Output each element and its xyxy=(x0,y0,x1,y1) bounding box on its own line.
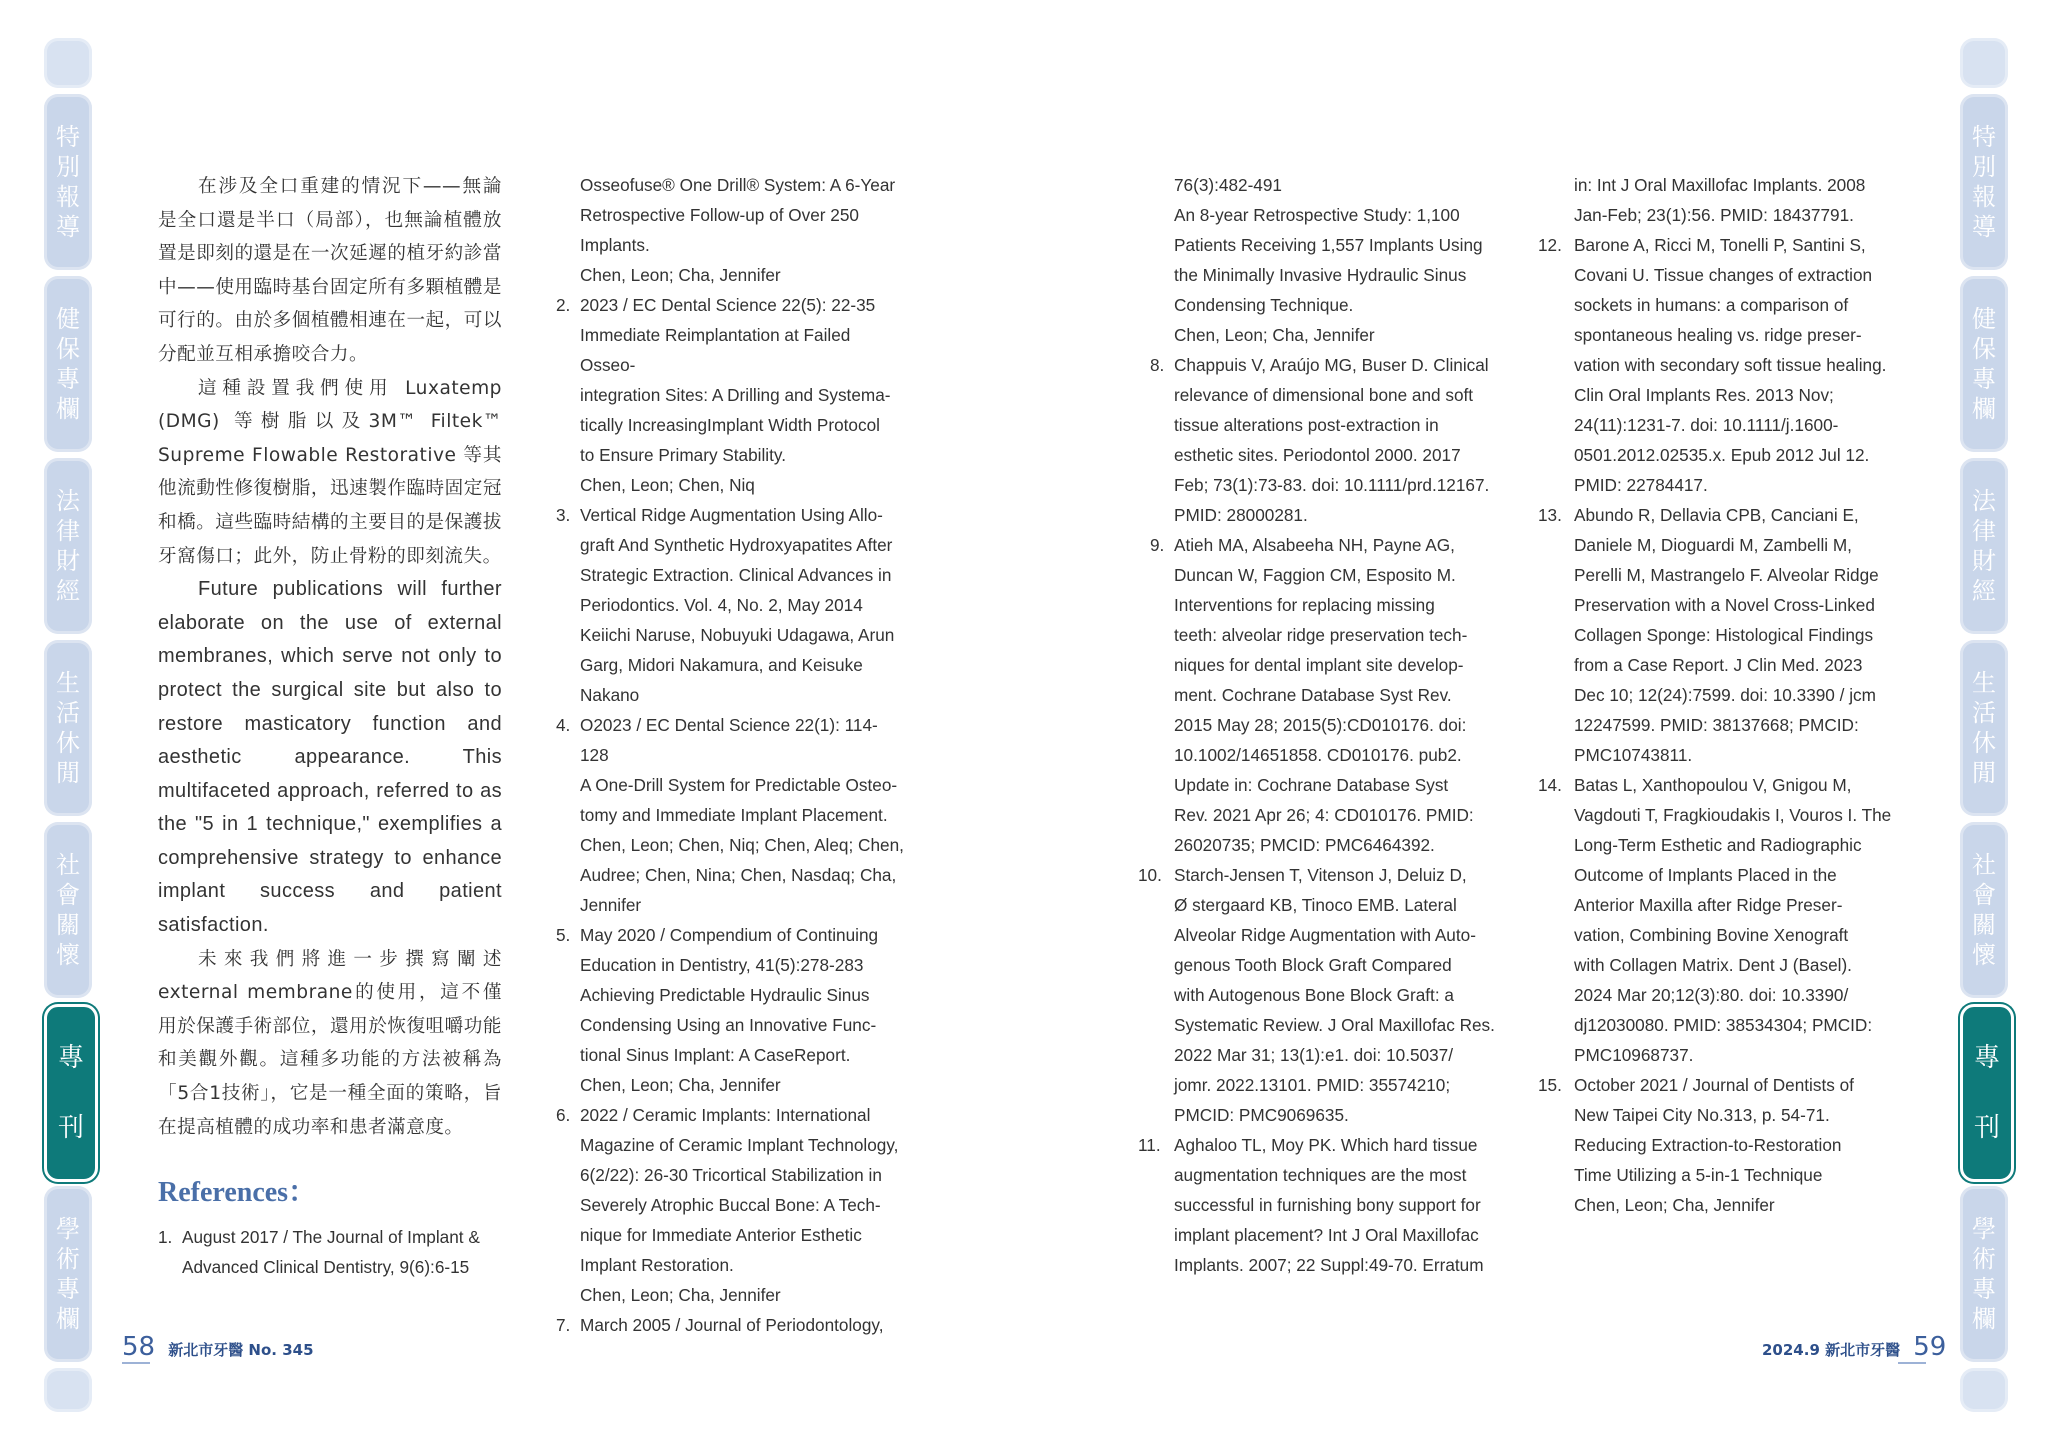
reference-number: 11. xyxy=(1138,1135,1161,1155)
reference-line: tomy and Immediate Implant Placement. xyxy=(580,805,888,825)
reference-line: with Autogenous Bone Block Graft: a xyxy=(1174,985,1454,1005)
reference-line: Achieving Predictable Hydraulic Sinus xyxy=(580,985,870,1005)
reference-line: Condensing Using an Innovative Func- xyxy=(580,1015,877,1035)
reference-line: 12247599. PMID: 38137668; PMCID: xyxy=(1574,715,1859,735)
reference-line: Garg, Midori Nakamura, and Keisuke xyxy=(580,655,863,675)
reference-line: 24(11):1231-7. doi: 10.1111/j.1600- xyxy=(1574,415,1839,435)
reference-line: Duncan W, Faggion CM, Esposito M. xyxy=(1174,565,1456,585)
reference-item xyxy=(1538,770,1896,1070)
reference-line: Anterior Maxilla after Ridge Preser- xyxy=(1574,895,1843,915)
reference-line: 2023 / EC Dental Science 22(5): 22-35 xyxy=(580,295,876,315)
tab-special-report[interactable]: 特 別 報 導 xyxy=(1960,94,2008,270)
reference-number: 12. xyxy=(1538,235,1562,255)
reference-item xyxy=(1538,1070,1896,1220)
reference-line: Barone A, Ricci M, Tonelli P, Santini S, xyxy=(1574,235,1866,255)
reference-line: Periodontics. Vol. 4, No. 2, May 2014 xyxy=(580,595,863,615)
reference-number: 2. xyxy=(556,295,571,315)
reference-line: Systematic Review. J Oral Maxillofac Res. xyxy=(1174,1015,1495,1035)
reference-line: integration Sites: A Drilling and Systema- xyxy=(580,385,891,405)
tab-special-issue-active[interactable]: 專 刊 xyxy=(44,1004,98,1182)
reference-line: PMC10743811. xyxy=(1574,745,1693,765)
reference-item xyxy=(1538,230,1896,500)
reference-line: Rev. 2021 Apr 26; 4: CD010176. PMID: xyxy=(1174,805,1474,825)
reference-line: jomr. 2022.13101. PMID: 35574210; xyxy=(1174,1075,1451,1095)
tab-health-insurance[interactable]: 健 保 專 欄 xyxy=(1960,276,2008,452)
reference-line: Dec 10; 12(24):7599. doi: 10.3390 / jcm xyxy=(1574,685,1876,705)
reference-line: A One-Drill System for Predictable Osteo- xyxy=(580,775,898,795)
reference-line: Perelli M, Mastrangelo F. Alveolar Ridge xyxy=(1574,565,1879,585)
reference-line: Alveolar Ridge Augmentation with Auto- xyxy=(1174,925,1476,945)
reference-line: New Taipei City No.313, p. 54-71. xyxy=(1574,1105,1830,1125)
reference-line: August 2017 / The Journal of Implant & xyxy=(182,1227,480,1247)
reference-item-continued xyxy=(556,170,904,290)
reference-line: 0501.2012.02535.x. Epub 2012 Jul 12. xyxy=(1574,445,1870,465)
reference-line: 2022 Mar 31; 13(1):e1. doi: 10.5037/ xyxy=(1174,1045,1454,1065)
reference-number: 8. xyxy=(1150,355,1165,375)
reference-item xyxy=(556,500,904,710)
reference-line: esthetic sites. Periodontol 2000. 2017 xyxy=(1174,445,1461,465)
reference-line: Vertical Ridge Augmentation Using Allo- xyxy=(580,505,883,525)
reference-line: Aghaloo TL, Moy PK. Which hard tissue xyxy=(1174,1135,1478,1155)
reference-line: niques for dental implant site develop- xyxy=(1174,655,1464,675)
reference-list-col4 xyxy=(1538,170,1896,1220)
reference-line: Strategic Extraction. Clinical Advances in xyxy=(580,565,892,585)
reference-line: from a Case Report. J Clin Med. 2023 xyxy=(1574,655,1863,675)
reference-line: ment. Cochrane Database Syst Rev. xyxy=(1174,685,1452,705)
reference-line: Magazine of Ceramic Implant Technology, xyxy=(580,1135,899,1155)
reference-line: Nakano xyxy=(580,685,640,705)
reference-line: Immediate Reimplantation at Failed Osseo- xyxy=(580,325,851,375)
tab-academic[interactable]: 學 術 專 欄 xyxy=(1960,1186,2008,1362)
reference-line: Audree; Chen, Nina; Chen, Nasdaq; Cha, xyxy=(580,865,897,885)
body-paragraph-en: Future publications will further elaborate on the use of external membranes, which serve not only to protect the surgical site but also to restore masticatory function and aesthetic appearance. This multifaceted approach, referred to as the "5 in 1 technique," exemplifies a comprehensive strategy to enhance implant success and patient satisfaction. xyxy=(158,578,502,937)
right-page-number: 59 xyxy=(1913,1332,1947,1362)
reference-item xyxy=(1138,1130,1500,1280)
reference-line: Abundo R, Dellavia CPB, Canciani E, xyxy=(1574,505,1859,525)
reference-line: graft And Synthetic Hydroxyapatites After xyxy=(580,535,893,555)
reference-line: augmentation techniques are the most xyxy=(1174,1165,1467,1185)
reference-item xyxy=(556,1310,904,1340)
reference-line: Time Utilizing a 5-in-1 Technique xyxy=(1574,1165,1823,1185)
reference-line: Jennifer xyxy=(580,895,642,915)
reference-line: 26020735; PMCID: PMC6464392. xyxy=(1174,835,1435,855)
reference-line: sockets in humans: a comparison of xyxy=(1574,295,1849,315)
tab-leisure[interactable]: 生 活 休 閒 xyxy=(1960,640,2008,816)
reference-line: 2015 May 28; 2015(5):CD010176. doi: xyxy=(1174,715,1467,735)
reference-line: dj12030080. PMID: 38534304; PMCID: xyxy=(1574,1015,1873,1035)
reference-item xyxy=(1150,530,1500,860)
reference-line: PMID: 22784417. xyxy=(1574,475,1708,495)
reference-line: the Minimally Invasive Hydraulic Sinus xyxy=(1174,265,1467,285)
reference-line: relevance of dimensional bone and soft xyxy=(1174,385,1474,405)
reference-item xyxy=(556,1100,904,1310)
reference-item xyxy=(556,290,904,500)
reference-number: 3. xyxy=(556,505,571,525)
reference-line: Jan-Feb; 23(1):56. PMID: 18437791. xyxy=(1574,205,1854,225)
reference-number: 7. xyxy=(556,1315,571,1335)
reference-line: nique for Immediate Anterior Esthetic xyxy=(580,1225,862,1245)
reference-line: Feb; 73(1):73-83. doi: 10.1111/prd.12167. xyxy=(1174,475,1490,495)
reference-line: Patients Receiving 1,557 Implants Using xyxy=(1174,235,1483,255)
tab-health-insurance[interactable]: 健 保 專 欄 xyxy=(44,276,92,452)
reference-item xyxy=(556,920,904,1100)
reference-line: Chen, Leon; Cha, Jennifer xyxy=(580,1075,781,1095)
reference-line: Chen, Leon; Chen, Niq xyxy=(580,475,755,495)
reference-line: 6(2/22): 26-30 Tricortical Stabilization in xyxy=(580,1165,882,1185)
body-paragraph-zh-3: 未來我們將進一步撰寫闡述external membrane的使用，這不僅用於保護手術部位，還用於恢復咀嚼功能和美觀外觀。這種多功能的方法被稱為「5合1技術」，它是一種全面的策略，旨在提高植體的成功率和患者滿意度。 xyxy=(158,948,502,1138)
reference-line: tically IncreasingImplant Width Protocol xyxy=(580,415,880,435)
reference-item xyxy=(1538,500,1896,770)
reference-line: successful in furnishing bony support for xyxy=(1174,1195,1481,1215)
tab-special-issue-active[interactable]: 專 刊 xyxy=(1960,1004,2014,1182)
right-footer-rule xyxy=(1898,1362,1926,1364)
reference-line: implant placement? Int J Oral Maxillofac xyxy=(1174,1225,1479,1245)
tab-special-report[interactable]: 特 別 報 導 xyxy=(44,94,92,270)
reference-line: Clin Oral Implants Res. 2013 Nov; xyxy=(1574,385,1834,405)
reference-line: Preservation with a Novel Cross-Linked xyxy=(1574,595,1875,615)
left-page-number: 58 xyxy=(122,1332,156,1362)
tab-top-cap xyxy=(44,38,92,88)
reference-line: tissue alterations post-extraction in xyxy=(1174,415,1439,435)
reference-line: Reducing Extraction-to-Restoration xyxy=(1574,1135,1842,1155)
reference-line: Keiichi Naruse, Nobuyuki Udagawa, Arun xyxy=(580,625,895,645)
reference-item-continued xyxy=(1550,170,1896,230)
reference-number: 4. xyxy=(556,715,571,735)
reference-line: Osseofuse® One Drill® System: A 6-Year xyxy=(580,175,896,195)
reference-line: Chen, Leon; Cha, Jennifer xyxy=(580,1285,781,1305)
reference-line: Starch-Jensen T, Vitenson J, Deluiz D, xyxy=(1174,865,1467,885)
reference-line: May 2020 / Compendium of Continuing xyxy=(580,925,879,945)
tab-social-care[interactable]: 社 會 關 懷 xyxy=(44,822,92,998)
reference-number: 1. xyxy=(158,1227,173,1247)
reference-line: Long-Term Esthetic and Radiographic xyxy=(1574,835,1862,855)
reference-line: October 2021 / Journal of Dentists of xyxy=(1574,1075,1854,1095)
reference-line: Severely Atrophic Buccal Bone: A Tech- xyxy=(580,1195,881,1215)
tab-law-finance[interactable]: 法 律 財 經 xyxy=(1960,458,2008,634)
reference-line: Daniele M, Dioguardi M, Zambelli M, xyxy=(1574,535,1852,555)
reference-line: Vagdouti T, Fragkioudakis I, Vouros I. The xyxy=(1574,805,1892,825)
reference-list-col1 xyxy=(158,1222,502,1282)
reference-line: spontaneous healing vs. ridge preser- xyxy=(1574,325,1862,345)
reference-line: O2023 / EC Dental Science 22(1): 114-128 xyxy=(580,715,878,765)
reference-line: Implants. 2007; 22 Suppl:49-70. Erratum xyxy=(1174,1255,1484,1275)
reference-line: Chen, Leon; Chen, Niq; Chen, Aleq; Chen, xyxy=(580,835,904,855)
reference-number: 9. xyxy=(1150,535,1165,555)
reference-number: 15. xyxy=(1538,1075,1562,1095)
reference-line: Implant Restoration. xyxy=(580,1255,734,1275)
reference-line: PMID: 28000281. xyxy=(1174,505,1308,525)
reference-number: 14. xyxy=(1538,775,1562,795)
reference-line: to Ensure Primary Stability. xyxy=(580,445,786,465)
reference-line: Chen, Leon; Cha, Jennifer xyxy=(1574,1195,1775,1215)
reference-line: Retrospective Follow-up of Over 250 xyxy=(580,205,859,225)
reference-line: Batas L, Xanthopoulou V, Gnigou M, xyxy=(1574,775,1852,795)
body-paragraph-zh-2: 這種設置我們使用 Luxatemp (DMG) 等樹脂以及3M™ Filtek™ Supreme Flowable Restorative 等其他流動性修復樹脂，迅速製作臨時固定冠和橋。這些臨時結構的主要目的是保護拔牙窩傷口；此外，防止骨粉的即刻流失。 xyxy=(158,377,502,567)
reference-line: March 2005 / Journal of Periodontology, xyxy=(580,1315,884,1335)
body-paragraph-zh-1: 在涉及全口重建的情況下——無論是全口還是半口（局部），也無論植體放置是即刻的還是在一次延遲的植牙約診當中——使用臨時基台固定所有多顆植體是可行的。由於多個植體相連在一起，可以分配並互相承擔咬合力。 xyxy=(158,176,502,365)
tab-law-finance[interactable]: 法 律 財 經 xyxy=(44,458,92,634)
reference-line: 10.1002/14651858. CD010176. pub2. xyxy=(1174,745,1462,765)
references-heading: References： xyxy=(158,1177,317,1208)
reference-line: Ø stergaard KB, Tinoco EMB. Lateral xyxy=(1174,895,1457,915)
left-footer-rule xyxy=(122,1362,150,1364)
reference-number: 13. xyxy=(1538,505,1562,525)
reference-list-col2 xyxy=(556,170,904,1340)
reference-line: Outcome of Implants Placed in the xyxy=(1574,865,1837,885)
reference-line: PMC10968737. xyxy=(1574,1045,1694,1065)
tab-academic[interactable]: 學 術 專 欄 xyxy=(44,1186,92,1362)
reference-line: tional Sinus Implant: A CaseReport. xyxy=(580,1045,851,1065)
reference-line: 2022 / Ceramic Implants: International xyxy=(580,1105,871,1125)
tab-social-care[interactable]: 社 會 關 懷 xyxy=(1960,822,2008,998)
reference-item xyxy=(1138,860,1500,1130)
reference-number: 6. xyxy=(556,1105,571,1125)
reference-line: Chappuis V, Araújo MG, Buser D. Clinical xyxy=(1174,355,1489,375)
left-page-footer xyxy=(122,1332,314,1362)
reference-item xyxy=(158,1222,502,1282)
reference-line: Advanced Clinical Dentistry, 9(6):6-15 xyxy=(182,1257,470,1277)
tab-bottom-cap xyxy=(44,1368,92,1412)
tab-bottom-cap xyxy=(1960,1368,2008,1412)
reference-list-col3 xyxy=(1138,170,1500,1280)
right-issue-date: 2024.9 新北市牙醫 xyxy=(1762,1341,1901,1359)
reference-line: with Collagen Matrix. Dent J (Basel). xyxy=(1574,955,1852,975)
reference-line: Education in Dentistry, 41(5):278-283 xyxy=(580,955,864,975)
tab-leisure[interactable]: 生 活 休 閒 xyxy=(44,640,92,816)
reference-line: 2024 Mar 20;12(3):80. doi: 10.3390/ xyxy=(1574,985,1849,1005)
reference-line: PMCID: PMC9069635. xyxy=(1174,1105,1349,1125)
reference-line: vation with secondary soft tissue healing. xyxy=(1574,355,1887,375)
reference-line: Covani U. Tissue changes of extraction xyxy=(1574,265,1873,285)
reference-line: vation, Combining Bovine Xenograft xyxy=(1574,925,1849,945)
reference-line: Chen, Leon; Cha, Jennifer xyxy=(580,265,781,285)
reference-item xyxy=(1150,350,1500,530)
reference-line: Chen, Leon; Cha, Jennifer xyxy=(1174,325,1375,345)
article-body-column xyxy=(158,170,502,1144)
reference-line: teeth: alveolar ridge preservation tech- xyxy=(1174,625,1468,645)
reference-line: in: Int J Oral Maxillofac Implants. 2008 xyxy=(1574,175,1866,195)
reference-item-continued xyxy=(1150,170,1500,350)
reference-line: An 8-year Retrospective Study: 1,100 xyxy=(1174,205,1460,225)
reference-line: Collagen Sponge: Histological Findings xyxy=(1574,625,1874,645)
reference-line: Condensing Technique. xyxy=(1174,295,1354,315)
reference-line: Implants. xyxy=(580,235,650,255)
left-magazine-title: 新北市牙醫 No. 345 xyxy=(168,1341,314,1359)
reference-number: 10. xyxy=(1138,865,1162,885)
reference-line: Atieh MA, Alsabeeha NH, Payne AG, xyxy=(1174,535,1455,555)
tab-top-cap xyxy=(1960,38,2008,88)
right-page-footer xyxy=(1762,1332,1946,1362)
reference-line: 76(3):482-491 xyxy=(1174,175,1282,195)
reference-number: 5. xyxy=(556,925,571,945)
reference-line: Update in: Cochrane Database Syst xyxy=(1174,775,1449,795)
reference-item xyxy=(556,710,904,920)
reference-line: Interventions for replacing missing xyxy=(1174,595,1435,615)
reference-line: genous Tooth Block Graft Compared xyxy=(1174,955,1452,975)
